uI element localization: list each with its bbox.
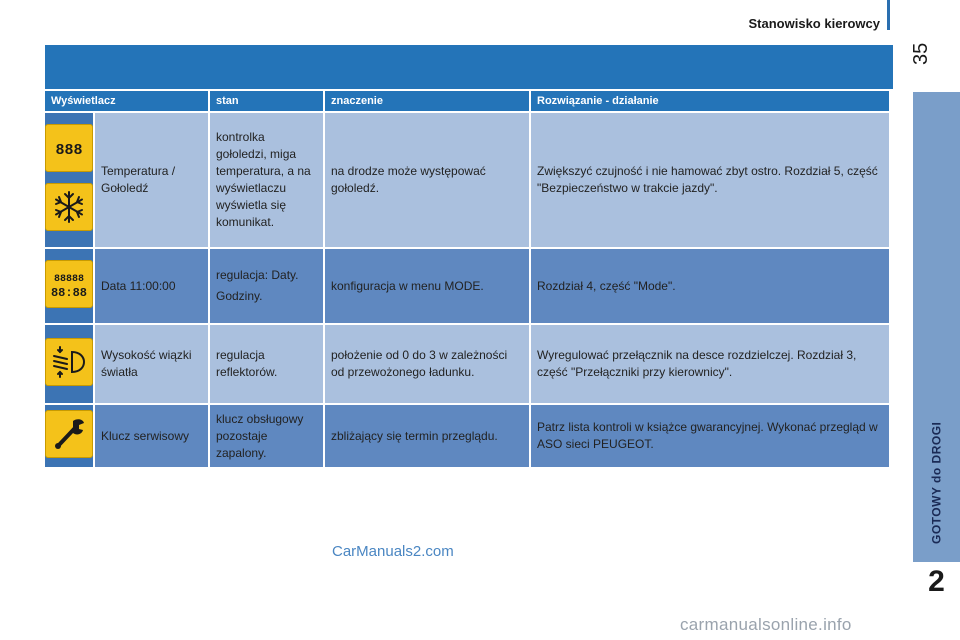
table-banner <box>45 45 893 89</box>
action-cell: Wyregulować przełącznik na desce rozdzielczej. Rozdział 3, część "Przełączniki przy kierownicy". <box>531 325 889 403</box>
icon-cell <box>45 113 93 247</box>
page-number: 35 <box>910 42 932 66</box>
column-header-meaning: znaczenie <box>325 91 529 111</box>
icon-cell <box>45 325 93 403</box>
column-header-state: stan <box>210 91 323 111</box>
icon-cell <box>45 249 93 323</box>
state-cell <box>210 249 323 323</box>
chapter-label: GOTOWY do DROGI <box>929 421 944 545</box>
column-header-display: Wyświetlacz <box>45 91 208 111</box>
table-row <box>45 325 889 403</box>
table-row <box>45 249 889 323</box>
meaning-cell: zbliżający się termin przeglądu. <box>325 405 529 467</box>
temperature-display-icon <box>45 124 93 172</box>
watermark-text: CarManuals2.com <box>332 543 454 560</box>
indicator-table <box>45 45 893 469</box>
icon-cell <box>45 405 93 467</box>
state-line: regulacja: Daty. <box>216 268 299 282</box>
display-cell: Wysokość wiązki światła <box>95 325 208 403</box>
meaning-cell: położenie od 0 do 3 w zależności od przewożonego ładunku. <box>325 325 529 403</box>
svg-text:88888: 88888 <box>53 273 85 285</box>
svg-text:88:88: 88:88 <box>50 285 88 300</box>
date-time-display-icon <box>45 260 93 308</box>
meaning-cell: konfiguracja w menu MODE. <box>325 249 529 323</box>
table-row <box>45 405 889 467</box>
headlamp-beam-icon <box>45 338 93 386</box>
state-cell: regulacja reflektorów. <box>210 325 323 403</box>
state-cell: klucz obsługowy pozostaje zapalony. <box>210 405 323 467</box>
column-header-action: Rozwiązanie - działanie <box>531 91 889 111</box>
snowflake-icon <box>45 183 93 231</box>
header-rule <box>887 0 890 30</box>
state-cell: kontrolka gołoledzi, miga temperatura, a na wyświetlaczu wyświetla się komunikat. <box>210 113 323 247</box>
chapter-number: 2 <box>928 565 945 598</box>
state-line: Godziny. <box>216 289 263 303</box>
section-title: Stanowisko kierowcy <box>748 16 880 31</box>
table-row <box>45 113 889 247</box>
table-header-row <box>45 91 889 111</box>
action-cell: Zwiększyć czujność i nie hamować zbyt ostro. Rozdział 5, część "Bezpieczeństwo w trakcie jazdy". <box>531 113 889 247</box>
brand-watermark: carmanualsonline.info <box>680 615 852 634</box>
action-cell: Rozdział 4, część "Mode". <box>531 249 889 323</box>
meaning-cell: na drodze może występować gołoledź. <box>325 113 529 247</box>
wrench-icon <box>45 410 93 458</box>
display-cell: Temperatura / Gołoledź <box>95 113 208 247</box>
svg-text:888: 888 <box>55 142 83 159</box>
display-cell: Klucz serwisowy <box>95 405 208 467</box>
display-cell: Data 11:00:00 <box>95 249 208 323</box>
action-cell: Patrz lista kontroli w książce gwarancyjnej. Wykonać przegląd w ASO sieci PEUGEOT. <box>531 405 889 467</box>
